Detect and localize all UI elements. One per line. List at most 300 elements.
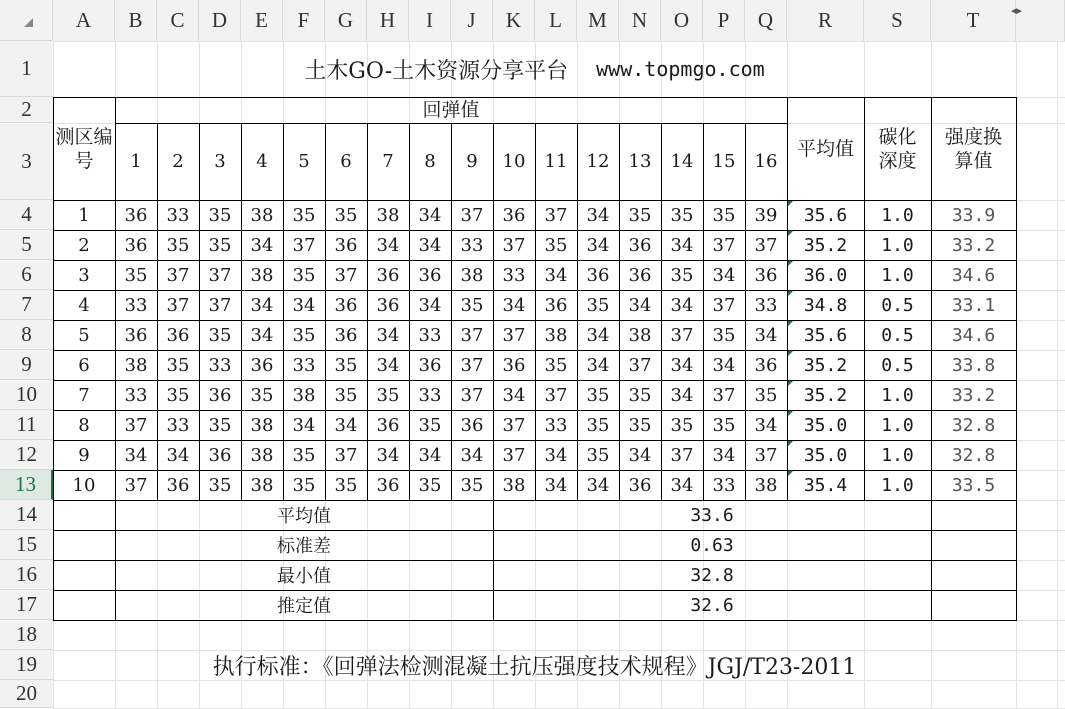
rebound-cell[interactable]: 35 <box>544 354 568 376</box>
table-row-id[interactable]: 6 <box>78 354 90 376</box>
table-row-id[interactable]: 2 <box>78 234 90 256</box>
header-reading-4[interactable]: 4 <box>256 151 268 172</box>
error-indicator-icon <box>788 411 793 416</box>
average-cell[interactable]: 35.4 <box>803 474 848 496</box>
rebound-cell[interactable]: 35 <box>418 414 442 436</box>
rebound-cell[interactable]: 36 <box>628 474 652 496</box>
row-header-13[interactable]: 13 <box>0 470 53 500</box>
rebound-cell[interactable]: 35 <box>670 414 694 436</box>
rebound-cell[interactable]: 33 <box>208 354 232 376</box>
rebound-cell[interactable]: 34 <box>502 294 526 316</box>
average-cell[interactable]: 35.2 <box>803 384 848 406</box>
rebound-cell[interactable]: 38 <box>754 474 778 496</box>
header-reading-1[interactable]: 1 <box>130 151 142 172</box>
rebound-cell[interactable]: 34 <box>418 234 442 256</box>
stat-label[interactable]: 最小值 <box>277 566 331 587</box>
row-header-18[interactable]: 18 <box>0 620 53 650</box>
rebound-cell[interactable]: 35 <box>208 474 232 496</box>
footer-standard[interactable]: 执行标准：《回弹法检测混凝土抗压强度技术规程》JGJ/T23-2011 <box>212 654 857 680</box>
rebound-cell[interactable]: 37 <box>460 354 484 376</box>
rebound-cell[interactable]: 36 <box>250 354 274 376</box>
rebound-cell[interactable]: 38 <box>250 264 274 286</box>
rebound-cell[interactable]: 37 <box>124 474 148 496</box>
border <box>115 97 116 621</box>
rebound-cell[interactable]: 35 <box>712 204 736 226</box>
row-header-3[interactable]: 3 <box>0 123 53 200</box>
rebound-cell[interactable]: 37 <box>628 354 652 376</box>
rebound-cell[interactable]: 35 <box>292 474 316 496</box>
rebound-cell[interactable]: 34 <box>754 414 778 436</box>
rebound-cell[interactable]: 37 <box>754 444 778 466</box>
rebound-cell[interactable]: 38 <box>124 354 148 376</box>
header-rebound-value[interactable]: 回弹值 <box>422 99 480 121</box>
rebound-cell[interactable]: 37 <box>460 204 484 226</box>
header-reading-9[interactable]: 9 <box>466 151 478 172</box>
average-cell[interactable]: 35.6 <box>803 324 848 346</box>
strength-cell[interactable]: 33.2 <box>951 384 996 406</box>
carbonation-cell[interactable]: 1.0 <box>881 444 914 466</box>
strength-cell[interactable]: 33.1 <box>951 294 996 316</box>
row-header-12[interactable]: 12 <box>0 440 53 470</box>
rebound-cell[interactable]: 36 <box>502 204 526 226</box>
carbonation-cell[interactable]: 0.5 <box>881 294 914 316</box>
rebound-cell[interactable]: 34 <box>586 474 610 496</box>
title-cell[interactable] <box>53 41 1016 97</box>
border <box>493 123 494 501</box>
rebound-cell[interactable]: 35 <box>334 474 358 496</box>
row-header-20[interactable]: 20 <box>0 680 53 708</box>
row-header-8[interactable]: 8 <box>0 320 53 350</box>
rebound-cell[interactable]: 36 <box>460 414 484 436</box>
border <box>53 590 1017 591</box>
column-header-J[interactable]: J <box>451 0 493 41</box>
strength-cell[interactable]: 33.5 <box>951 474 996 496</box>
rebound-cell[interactable]: 35 <box>292 204 316 226</box>
rebound-cell[interactable]: 37 <box>292 234 316 256</box>
rebound-cell[interactable]: 37 <box>712 384 736 406</box>
rebound-cell[interactable]: 38 <box>250 474 274 496</box>
rebound-cell[interactable]: 34 <box>586 324 610 346</box>
rebound-cell[interactable]: 34 <box>418 444 442 466</box>
rebound-cell[interactable]: 37 <box>754 234 778 256</box>
rebound-cell[interactable]: 38 <box>250 204 274 226</box>
rebound-cell[interactable]: 35 <box>208 234 232 256</box>
table-row-id[interactable]: 10 <box>72 474 96 496</box>
rebound-cell[interactable]: 37 <box>712 294 736 316</box>
error-indicator-icon <box>788 471 793 476</box>
rebound-cell[interactable]: 34 <box>544 444 568 466</box>
rebound-cell[interactable]: 34 <box>292 294 316 316</box>
border <box>53 530 1017 531</box>
strength-cell[interactable]: 34.6 <box>951 264 996 286</box>
column-header-M[interactable]: M <box>577 0 619 41</box>
rebound-cell[interactable]: 34 <box>586 204 610 226</box>
rebound-cell[interactable]: 36 <box>208 444 232 466</box>
rebound-cell[interactable]: 33 <box>166 414 190 436</box>
carbonation-cell[interactable]: 1.0 <box>881 264 914 286</box>
column-header-S[interactable]: S <box>864 0 931 41</box>
rebound-cell[interactable]: 34 <box>712 444 736 466</box>
rebound-cell[interactable]: 34 <box>670 384 694 406</box>
rebound-cell[interactable]: 36 <box>418 354 442 376</box>
rebound-cell[interactable]: 35 <box>334 204 358 226</box>
rebound-cell[interactable]: 33 <box>292 354 316 376</box>
rebound-cell[interactable]: 34 <box>586 354 610 376</box>
rebound-cell[interactable]: 38 <box>502 474 526 496</box>
rebound-cell[interactable]: 34 <box>502 384 526 406</box>
rebound-cell[interactable]: 37 <box>544 384 568 406</box>
carbonation-cell[interactable]: 1.0 <box>881 234 914 256</box>
rebound-cell[interactable]: 35 <box>208 414 232 436</box>
average-cell[interactable]: 35.6 <box>803 204 848 226</box>
rebound-cell[interactable]: 35 <box>166 384 190 406</box>
column-header-blank <box>1016 0 1065 41</box>
table-row-id[interactable]: 8 <box>78 414 90 436</box>
rebound-cell[interactable]: 34 <box>376 444 400 466</box>
border <box>283 123 284 501</box>
column-header-K[interactable]: K <box>493 0 535 41</box>
rebound-cell[interactable]: 36 <box>166 474 190 496</box>
border <box>325 123 326 501</box>
row-header-6[interactable]: 6 <box>0 260 53 290</box>
header-reading-5[interactable]: 5 <box>298 151 310 172</box>
rebound-cell[interactable]: 35 <box>124 264 148 286</box>
border <box>493 500 494 621</box>
rebound-cell[interactable]: 35 <box>460 294 484 316</box>
column-header-T[interactable]: T <box>931 0 1016 41</box>
rebound-cell[interactable]: 34 <box>418 294 442 316</box>
row-header-1[interactable]: 1 <box>0 41 53 97</box>
average-cell[interactable]: 35.0 <box>803 414 848 436</box>
rebound-cell[interactable]: 38 <box>628 324 652 346</box>
header-reading-2[interactable]: 2 <box>172 151 184 172</box>
rebound-cell[interactable]: 39 <box>754 204 778 226</box>
strength-cell[interactable]: 32.8 <box>951 444 996 466</box>
header-strength-value[interactable]: 强度换算值 <box>944 125 1002 172</box>
column-header-C[interactable]: C <box>157 0 199 41</box>
rebound-cell[interactable]: 34 <box>166 444 190 466</box>
row-header-2[interactable]: 2 <box>0 97 53 123</box>
border <box>535 123 536 501</box>
rebound-cell[interactable]: 35 <box>754 384 778 406</box>
border <box>931 97 932 621</box>
rebound-cell[interactable]: 35 <box>334 384 358 406</box>
table-row-id[interactable]: 1 <box>78 204 90 226</box>
stat-label[interactable]: 标准差 <box>277 536 331 557</box>
rebound-cell[interactable]: 35 <box>544 234 568 256</box>
carbonation-cell[interactable]: 0.5 <box>881 324 914 346</box>
rebound-cell[interactable]: 37 <box>460 384 484 406</box>
row-header-10[interactable]: 10 <box>0 380 53 410</box>
rebound-cell[interactable]: 34 <box>250 234 274 256</box>
carbonation-cell[interactable]: 1.0 <box>881 414 914 436</box>
header-average[interactable]: 平均值 <box>796 137 854 160</box>
rebound-cell[interactable]: 35 <box>712 414 736 436</box>
rebound-cell[interactable]: 37 <box>712 234 736 256</box>
rebound-cell[interactable]: 37 <box>166 294 190 316</box>
header-reading-15[interactable]: 15 <box>712 151 736 172</box>
rebound-cell[interactable]: 35 <box>628 204 652 226</box>
header-reading-11[interactable]: 11 <box>544 151 568 172</box>
rebound-cell[interactable]: 37 <box>544 204 568 226</box>
rebound-cell[interactable]: 36 <box>376 294 400 316</box>
rebound-cell[interactable]: 37 <box>502 414 526 436</box>
rebound-cell[interactable]: 37 <box>502 234 526 256</box>
stat-value[interactable]: 33.6 <box>690 504 734 526</box>
column-header-H[interactable]: H <box>367 0 409 41</box>
border <box>864 97 865 501</box>
border <box>409 123 410 501</box>
border <box>745 123 746 501</box>
rebound-cell[interactable]: 34 <box>754 324 778 346</box>
rebound-cell[interactable]: 36 <box>334 234 358 256</box>
rebound-cell[interactable]: 36 <box>334 294 358 316</box>
error-indicator-icon <box>788 201 793 206</box>
rebound-cell[interactable]: 38 <box>376 204 400 226</box>
rebound-cell[interactable]: 38 <box>250 444 274 466</box>
border <box>661 123 662 501</box>
stat-value[interactable]: 0.63 <box>690 534 734 556</box>
column-header-E[interactable]: E <box>241 0 283 41</box>
header-reading-8[interactable]: 8 <box>424 151 436 172</box>
rebound-cell[interactable]: 34 <box>712 354 736 376</box>
rebound-cell[interactable]: 38 <box>460 264 484 286</box>
table-row-id[interactable]: 3 <box>78 264 90 286</box>
rebound-cell[interactable]: 36 <box>754 264 778 286</box>
stat-value[interactable]: 32.6 <box>690 594 734 616</box>
rebound-cell[interactable]: 36 <box>208 384 232 406</box>
rebound-cell[interactable]: 34 <box>418 204 442 226</box>
rebound-cell[interactable]: 37 <box>166 264 190 286</box>
rebound-cell[interactable]: 35 <box>292 324 316 346</box>
rebound-cell[interactable]: 34 <box>460 444 484 466</box>
rebound-cell[interactable]: 34 <box>628 444 652 466</box>
rebound-cell[interactable]: 35 <box>166 234 190 256</box>
carbonation-cell[interactable]: 1.0 <box>881 384 914 406</box>
rebound-cell[interactable]: 37 <box>334 264 358 286</box>
rebound-cell[interactable]: 35 <box>586 414 610 436</box>
rebound-cell[interactable]: 34 <box>334 414 358 436</box>
stat-value[interactable]: 32.8 <box>690 564 734 586</box>
rebound-cell[interactable]: 34 <box>376 354 400 376</box>
strength-cell[interactable]: 33.2 <box>951 234 996 256</box>
rebound-cell[interactable]: 35 <box>586 444 610 466</box>
column-header-P[interactable]: P <box>703 0 745 41</box>
table-row-id[interactable]: 7 <box>78 384 90 406</box>
rebound-cell[interactable]: 35 <box>292 264 316 286</box>
rebound-cell[interactable]: 34 <box>124 444 148 466</box>
rebound-cell[interactable]: 34 <box>586 234 610 256</box>
table-row-id[interactable]: 4 <box>78 294 90 316</box>
strength-cell[interactable]: 33.9 <box>951 204 996 226</box>
row-header-4[interactable]: 4 <box>0 200 53 230</box>
rebound-cell[interactable]: 36 <box>754 354 778 376</box>
rebound-cell[interactable]: 34 <box>376 234 400 256</box>
table-row-id[interactable]: 5 <box>78 324 90 346</box>
average-cell[interactable]: 35.2 <box>803 234 848 256</box>
column-header-A[interactable]: A <box>53 0 115 41</box>
rebound-cell[interactable]: 36 <box>628 234 652 256</box>
rebound-cell[interactable]: 38 <box>544 324 568 346</box>
error-indicator-icon <box>788 261 793 266</box>
rebound-cell[interactable]: 35 <box>418 474 442 496</box>
error-indicator-icon <box>788 291 793 296</box>
column-header-G[interactable]: G <box>325 0 367 41</box>
rebound-cell[interactable]: 36 <box>502 354 526 376</box>
rebound-cell[interactable]: 34 <box>712 264 736 286</box>
header-reading-16[interactable]: 16 <box>754 151 778 172</box>
rebound-cell[interactable]: 35 <box>586 384 610 406</box>
rebound-cell[interactable]: 35 <box>628 384 652 406</box>
rebound-cell[interactable]: 33 <box>754 294 778 316</box>
rebound-cell[interactable]: 35 <box>712 324 736 346</box>
rebound-cell[interactable]: 34 <box>628 294 652 316</box>
border <box>619 123 620 501</box>
border <box>451 123 452 501</box>
rebound-cell[interactable]: 35 <box>334 354 358 376</box>
carbonation-cell[interactable]: 1.0 <box>881 204 914 226</box>
rebound-cell[interactable]: 37 <box>460 324 484 346</box>
rebound-cell[interactable]: 36 <box>628 264 652 286</box>
row-header-17[interactable]: 17 <box>0 590 53 620</box>
row-header-16[interactable]: 16 <box>0 560 53 590</box>
rebound-cell[interactable]: 34 <box>670 294 694 316</box>
rebound-cell[interactable]: 34 <box>670 354 694 376</box>
rebound-cell[interactable]: 33 <box>460 234 484 256</box>
rebound-cell[interactable]: 33 <box>712 474 736 496</box>
border <box>53 560 1017 561</box>
strength-cell[interactable]: 32.8 <box>951 414 996 436</box>
column-header-Q[interactable]: Q <box>745 0 787 41</box>
column-header-D[interactable]: D <box>199 0 241 41</box>
rebound-cell[interactable]: 36 <box>586 264 610 286</box>
rebound-cell[interactable]: 33 <box>124 294 148 316</box>
header-reading-6[interactable]: 6 <box>340 151 352 172</box>
rebound-cell[interactable]: 35 <box>166 354 190 376</box>
row-header-15[interactable]: 15 <box>0 530 53 560</box>
stat-label[interactable]: 平均值 <box>277 506 331 527</box>
rebound-cell[interactable]: 38 <box>250 414 274 436</box>
row-header-7[interactable]: 7 <box>0 290 53 320</box>
border <box>577 123 578 501</box>
strength-cell[interactable]: 33.8 <box>951 354 996 376</box>
header-reading-3[interactable]: 3 <box>214 151 226 172</box>
rebound-cell[interactable]: 35 <box>460 474 484 496</box>
average-cell[interactable]: 36.0 <box>803 264 848 286</box>
rebound-cell[interactable]: 33 <box>502 264 526 286</box>
rebound-cell[interactable]: 36 <box>124 204 148 226</box>
rebound-cell[interactable]: 33 <box>166 204 190 226</box>
rebound-cell[interactable]: 35 <box>376 384 400 406</box>
rebound-cell[interactable]: 35 <box>628 414 652 436</box>
rebound-cell[interactable]: 37 <box>502 444 526 466</box>
rebound-cell[interactable]: 37 <box>124 414 148 436</box>
rebound-cell[interactable]: 35 <box>250 384 274 406</box>
row-header-14[interactable]: 14 <box>0 500 53 530</box>
header-reading-10[interactable]: 10 <box>502 151 526 172</box>
column-header-L[interactable]: L <box>535 0 577 41</box>
border <box>53 620 1017 621</box>
carbonation-cell[interactable]: 0.5 <box>881 354 914 376</box>
rebound-cell[interactable]: 33 <box>124 384 148 406</box>
strength-cell[interactable]: 34.6 <box>951 324 996 346</box>
rebound-cell[interactable]: 34 <box>544 264 568 286</box>
average-cell[interactable]: 35.2 <box>803 354 848 376</box>
rebound-cell[interactable]: 35 <box>292 444 316 466</box>
column-header-B[interactable]: B <box>115 0 157 41</box>
rebound-cell[interactable]: 34 <box>670 474 694 496</box>
header-area-no[interactable]: 测区编号 <box>55 125 113 172</box>
rebound-cell[interactable]: 36 <box>334 324 358 346</box>
rebound-cell[interactable]: 37 <box>670 324 694 346</box>
rebound-cell[interactable]: 36 <box>376 414 400 436</box>
rebound-cell[interactable]: 34 <box>544 474 568 496</box>
table-row-id[interactable]: 9 <box>78 444 90 466</box>
rebound-cell[interactable]: 36 <box>376 264 400 286</box>
rebound-cell[interactable]: 33 <box>418 324 442 346</box>
rebound-cell[interactable]: 36 <box>418 264 442 286</box>
column-header-I[interactable]: I <box>409 0 451 41</box>
row-header-9[interactable]: 9 <box>0 350 53 380</box>
rebound-cell[interactable]: 34 <box>250 324 274 346</box>
header-carbonation-depth[interactable]: 碳化深度 <box>878 125 917 172</box>
column-header-F[interactable]: F <box>283 0 325 41</box>
rebound-cell[interactable]: 33 <box>544 414 568 436</box>
rebound-cell[interactable]: 34 <box>292 414 316 436</box>
rebound-cell[interactable]: 35 <box>208 324 232 346</box>
rebound-cell[interactable]: 36 <box>124 324 148 346</box>
row-header-19[interactable]: 19 <box>0 650 53 680</box>
column-header-O[interactable]: O <box>661 0 703 41</box>
column-header-N[interactable]: N <box>619 0 661 41</box>
rebound-cell[interactable]: 34 <box>670 234 694 256</box>
stat-label[interactable]: 推定值 <box>277 596 331 617</box>
column-resize-icon[interactable]: ◂▸ <box>1011 4 1023 17</box>
rebound-cell[interactable]: 37 <box>502 324 526 346</box>
rebound-cell[interactable]: 37 <box>208 264 232 286</box>
rebound-cell[interactable]: 38 <box>292 384 316 406</box>
average-cell[interactable]: 34.8 <box>803 294 848 316</box>
row-header-5[interactable]: 5 <box>0 230 53 260</box>
row-header-11[interactable]: 11 <box>0 410 53 440</box>
rebound-cell[interactable]: 37 <box>208 294 232 316</box>
rebound-cell[interactable]: 36 <box>166 324 190 346</box>
header-reading-7[interactable]: 7 <box>382 151 394 172</box>
average-cell[interactable]: 35.0 <box>803 444 848 466</box>
header-reading-14[interactable]: 14 <box>670 151 694 172</box>
column-header-R[interactable]: R <box>787 0 864 41</box>
error-indicator-icon <box>788 441 793 446</box>
rebound-cell[interactable]: 37 <box>670 444 694 466</box>
rebound-cell[interactable]: 35 <box>586 294 610 316</box>
rebound-cell[interactable]: 35 <box>670 204 694 226</box>
rebound-cell[interactable]: 37 <box>334 444 358 466</box>
rebound-cell[interactable]: 34 <box>376 324 400 346</box>
select-all-triangle-icon[interactable] <box>24 18 33 27</box>
carbonation-cell[interactable]: 1.0 <box>881 474 914 496</box>
border <box>703 123 704 501</box>
header-reading-13[interactable]: 13 <box>628 151 652 172</box>
rebound-cell[interactable]: 35 <box>208 204 232 226</box>
rebound-cell[interactable]: 36 <box>376 474 400 496</box>
rebound-cell[interactable]: 34 <box>250 294 274 316</box>
rebound-cell[interactable]: 36 <box>544 294 568 316</box>
rebound-cell[interactable]: 36 <box>124 234 148 256</box>
rebound-cell[interactable]: 35 <box>670 264 694 286</box>
header-reading-12[interactable]: 12 <box>586 151 610 172</box>
rebound-cell[interactable]: 33 <box>418 384 442 406</box>
border <box>53 97 1017 98</box>
